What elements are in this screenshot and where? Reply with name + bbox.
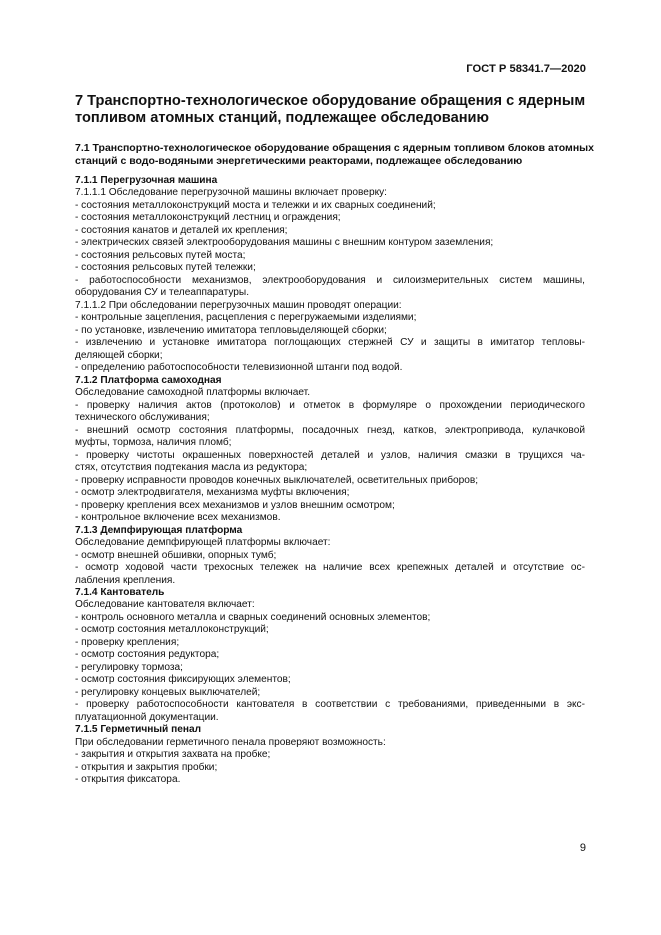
body-line: - регулировку концевых выключателей; xyxy=(75,686,261,698)
body-line: - проверку наличия актов (протоколов) и отметок в формуляре о прохождении периодического xyxy=(75,399,585,411)
body-line: 7.1.1.1 Обследование перегрузочной машины включает проверку: xyxy=(75,187,387,199)
page-number: 9 xyxy=(579,842,586,854)
body-line: - осмотр состояния металлоконструкций; xyxy=(75,624,269,636)
body-line: - открытия и закрытия пробки; xyxy=(75,761,218,773)
body-line: При обследовании герметичного пенала проверяют возможность: xyxy=(75,736,386,748)
body-line: 7.1.1.2 При обследовании перегрузочных машин проводят операции: xyxy=(75,299,402,311)
body-line: деляющей сборки; xyxy=(75,349,163,361)
body-line: - закрытия и открытия захвата на пробке; xyxy=(75,749,271,761)
body-line: оборудования СУ и телеаппаратуры. xyxy=(75,287,250,299)
body-line: - осмотр состояния фиксирующих элементов; xyxy=(75,674,291,686)
body-line: 7.1.2 Платформа самоходная xyxy=(75,374,222,386)
body-line: - осмотр электродвигателя, механизма муфты включения; xyxy=(75,487,350,499)
body-line: - электрических связей электрооборудования машины с внешним контуром заземления; xyxy=(75,237,494,249)
body-line: - контрольное включение всех механизмов. xyxy=(75,512,281,524)
body-line: муфты, тормоза, наличия пломб; xyxy=(75,437,232,449)
body-line: - определению работоспособности телевизионной штанги под водой. xyxy=(75,362,403,374)
body-line: Обследование самоходной платформы включает. xyxy=(75,387,311,399)
body-line: стях, отсутствия подтекания масла из редуктора; xyxy=(75,462,308,474)
body-line: - состояния рельсовых путей тележки; xyxy=(75,262,256,274)
body-line: - состояния канатов и деталей их крепления; xyxy=(75,224,288,236)
body-line: 7.1.4 Кантователь xyxy=(75,586,165,598)
body-line: Обследование кантователя включает: xyxy=(75,599,255,611)
body-line: - работоспособности механизмов, электрооборудования и силоизмерительных систем машины, xyxy=(75,274,585,286)
body-line: - контроль основного металла и сварных соединений основных элементов; xyxy=(75,611,431,623)
body-line: 7.1.5 Герметичный пенал xyxy=(75,724,202,736)
body-line: 7.1.3 Демпфирующая платформа xyxy=(75,524,243,536)
body-line: - осмотр внешней обшивки, опорных тумб; xyxy=(75,549,277,561)
section-title: 7 Транспортно-технологическое оборудование обращения с ядерным топливом атомных станций, подлежащее обследованию xyxy=(75,93,586,126)
body-line: - осмотр ходовой части трехосных тележек на наличие всех крепежных деталей и отсутствие ос- xyxy=(75,562,585,574)
body-line: - регулировку тормоза; xyxy=(75,661,183,673)
body-line: - осмотр состояния редуктора; xyxy=(75,649,220,661)
body-line: - извлечению и установке имитатора поглощающих стержней СУ и защиты в имитатор тепловы- xyxy=(75,337,585,349)
body-line: - по установке, извлечению имитатора тепловыделяющей сборки; xyxy=(75,324,387,336)
standard-number: ГОСТ Р 58341.7—2020 xyxy=(466,63,586,75)
body-line: - состояния рельсовых путей моста; xyxy=(75,249,246,261)
body-line: - внешний осмотр состояния платформы, посадочных гнезд, катков, электропривода, кулачковой xyxy=(75,424,585,436)
body-line: Обследование демпфирующей платформы включает: xyxy=(75,537,331,549)
body-line: плуатационной документации. xyxy=(75,711,219,723)
body-line: - открытия фиксатора. xyxy=(75,774,181,786)
section-subtitle: 7.1 Транспортно-технологическое оборудование обращения с ядерным топливом блоков атомных станций с водо-водяными энергетическими реакторами, подлежащее обследованию xyxy=(75,142,594,167)
body-line: технического обслуживания; xyxy=(75,412,210,424)
body-line: - проверку исправности проводов конечных выключателей, осветительных приборов; xyxy=(75,474,479,486)
document-body xyxy=(75,175,585,787)
body-line: - состояния металлоконструкций лестниц и ограждения; xyxy=(75,212,341,224)
body-line: лабления крепления. xyxy=(75,574,176,586)
body-line: - контрольные зацепления, расцепления с перегружаемыми изделиями; xyxy=(75,312,417,324)
body-line: - проверку крепления; xyxy=(75,636,180,648)
body-line: 7.1.1 Перегрузочная машина xyxy=(75,175,218,186)
body-line: - проверку чистоты окрашенных поверхностей деталей и узлов, наличия смазки в трущихся ча- xyxy=(75,449,585,461)
body-line: - проверку крепления всех механизмов и узлов внешним осмотром; xyxy=(75,499,395,511)
body-line: - проверку работоспособности кантователя в соответствии с требованиями, приведенными в экс- xyxy=(75,699,585,711)
body-line: - состояния металлоконструкций моста и тележки и их сварных соединений; xyxy=(75,199,436,211)
